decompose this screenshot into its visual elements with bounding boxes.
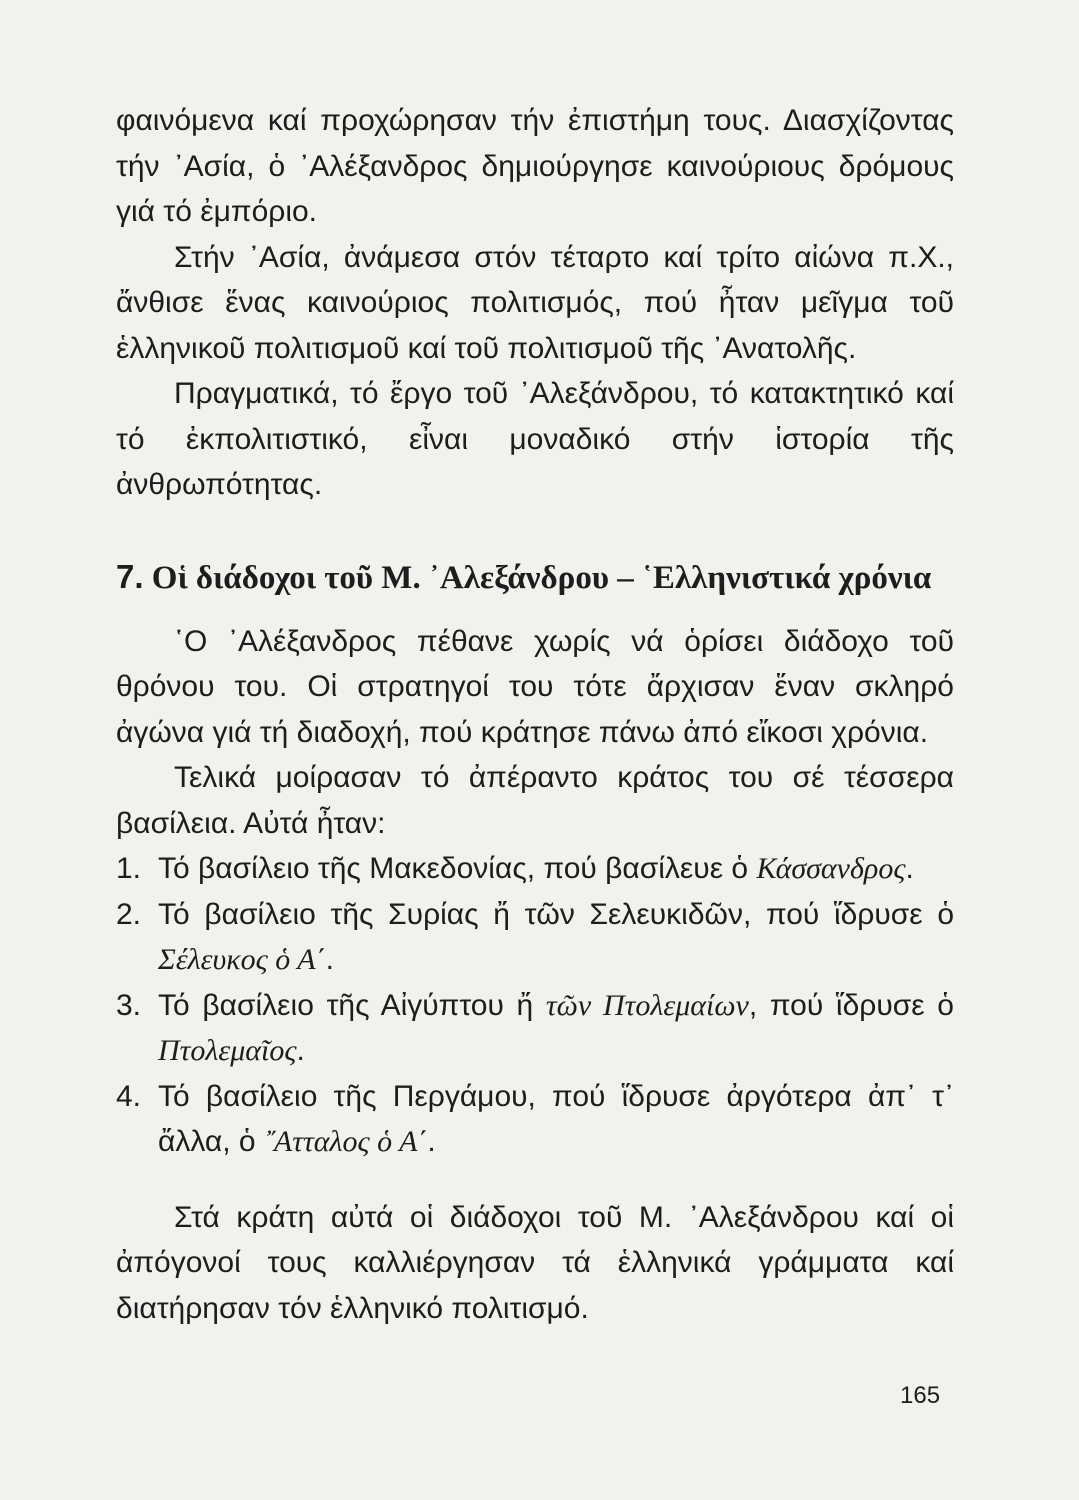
- page-number: 165: [900, 1382, 941, 1409]
- list-item: 4. Τό βασίλειο τῆς Περγάμου, πού ἵδρυσε ἀργότερα ἀπ᾿ τ᾿ ἄλλα, ὁ ῎Ατταλος ὁ Α΄.: [116, 1074, 954, 1165]
- list-number: 1.: [116, 852, 142, 885]
- section-number: 7.: [116, 557, 144, 595]
- list-number: 2.: [116, 897, 142, 931]
- list-number: 3.: [116, 988, 142, 1022]
- paragraph-1: φαινόμενα καί προχώρησαν τήν ἐπιστήμη τους. Διασχίζοντας τήν ᾿Ασία, ὁ ᾿Αλέξανδρος δημιούργησε καινούριους δρόμους γιά τό ἐμπόριο.: [116, 104, 954, 228]
- paragraph-5: Τελικά μοίρασαν τό ἀπέραντο κράτος του σέ τέσσερα βασίλεια. Αὐτά ἦταν:: [116, 761, 954, 840]
- paragraph-3: Πραγματικά, τό ἔργο τοῦ ᾿Αλεξάνδρου, τό κατακτητικό καί τό ἐκπολιτιστικό, εἶναι μοναδικό στήν ἱστορία τῆς ἀνθρωπότητας.: [116, 377, 954, 501]
- kingdoms-list: [116, 846, 954, 1165]
- paragraph-6: Στά κράτη αὐτά οἱ διάδοχοι τοῦ Μ. ᾿Αλεξάνδρου καί οἱ ἀπόγονοί τους καλλιέργησαν τά ἑλληνικά γράμματα καί διατήρησαν τόν ἑλληνικό πολιτισμό.: [116, 1200, 954, 1325]
- section-title: Οἱ διάδοχοι τοῦ Μ. ᾿Αλεξάνδρου – ῾Ελληνιστικά χρόνια: [151, 559, 932, 596]
- body-text: [116, 98, 954, 1331]
- list-item: 2. Τό βασίλειο τῆς Συρίας ἤ τῶν Σελευκιδῶν, πού ἵδρυσε ὁ Σέλευκος ὁ Α΄.: [116, 892, 954, 983]
- list-number: 4.: [116, 1079, 142, 1113]
- section-heading: [116, 554, 954, 601]
- list-item: 1. Τό βασίλειο τῆς Μακεδονίας, πού βασίλευε ὁ Κάσσανδρος.: [116, 846, 954, 892]
- paragraph-4: ῾Ο ᾿Αλέξανδρος πέθανε χωρίς νά ὁρίσει διάδοχο τοῦ θρόνου του. Οἱ στρατηγοί του τότε ἄρχισαν ἕναν σκληρό ἀγώνα γιά τή διαδοχή, πού κράτησε πάνω ἀπό εἴκοσι χρόνια.: [116, 624, 954, 749]
- list-item: 3. Τό βασίλειο τῆς Αἰγύπτου ἤ τῶν Πτολεμαίων, πού ἵδρυσε ὁ Πτολεμαῖος.: [116, 983, 954, 1074]
- paragraph-2: Στήν ᾿Ασία, ἀνάμεσα στόν τέταρτο καί τρίτο αἰώνα π.Χ., ἄνθισε ἕνας καινούριος πολιτισμός, πού ἦταν μεῖγμα τοῦ ἑλληνικοῦ πολιτισμοῦ καί τοῦ πολιτισμοῦ τῆς ᾿Ανατολῆς.: [116, 240, 954, 365]
